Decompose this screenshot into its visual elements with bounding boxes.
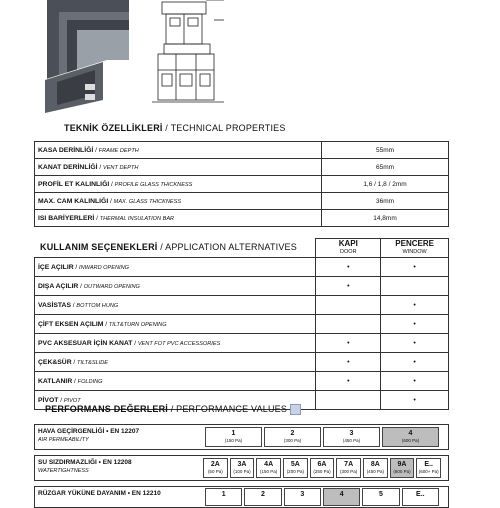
technical-row — [35, 159, 449, 176]
door-mark: • — [316, 334, 381, 353]
class-box: 2 — [244, 488, 281, 506]
property-value: 65mm — [322, 159, 449, 176]
class-box: 9A (600 Pa) — [390, 458, 415, 478]
door-mark: • — [316, 353, 381, 372]
window-mark: • — [381, 391, 449, 410]
usage-label: DIŞA AÇILIR / OUTWARD OPENING — [35, 277, 316, 296]
property-label: PROFİL ET KALINLIĞI / PROFILE GLASS THICKNESS — [35, 176, 322, 193]
property-value: 36mm — [322, 193, 449, 210]
class-box: 1 (150 Pa) — [205, 427, 262, 447]
watertightness-row: SU SIZDIRMAZLIĞI • EN 12208 WATERTIGHTNESS 2A (50 Pa) 3A (100 Pa) 4A (150 Pa) 5A (200 Pa) 6A (250 Pa) 7A (300 Pa) 8A (450 Pa) 9A (600 Pa) E.. (600+ Pa) — [34, 455, 449, 481]
window-profile-photo — [37, 0, 129, 113]
usage-row — [35, 353, 449, 372]
door-mark — [316, 315, 381, 334]
profile-cross-section-drawing — [152, 0, 224, 104]
technical-row — [35, 210, 449, 227]
door-mark: • — [316, 258, 381, 277]
property-label: MAX. CAM KALINLIĞI / MAX. GLASS THICKNESS — [35, 193, 322, 210]
usage-row — [35, 258, 449, 277]
wind-load-row: RÜZGAR YÜKÜNE DAYANIM • EN 12210 1 2 3 4 5 E.. — [34, 486, 449, 508]
property-label: KASA DERİNLİĞİ / FRAME DEPTH — [35, 142, 322, 159]
performance-section-title: PERFORMANS DEĞERLERİ / PERFORMANCE VALUES — [45, 404, 301, 415]
class-box: 1 — [205, 488, 242, 506]
property-label: KANAT DERİNLİĞİ / VENT DEPTH — [35, 159, 322, 176]
window-mark — [381, 277, 449, 296]
window-mark: • — [381, 372, 449, 391]
air-permeability-row: HAVA GEÇİRGENLİĞİ • EN 12207 AIR PERMEABILITY 1 (150 Pa) 2 (300 Pa) 3 (450 Pa) 4 (600 Pa) — [34, 424, 449, 450]
property-value: 1,6 / 1,8 / 2mm — [322, 176, 449, 193]
property-value: 55mm — [322, 142, 449, 159]
usage-row — [35, 296, 449, 315]
class-box: 4A (150 Pa) — [256, 458, 281, 478]
technical-section-title: TEKNİK ÖZELLİKLERİ / TECHNICAL PROPERTIES — [64, 123, 286, 133]
door-mark — [316, 391, 381, 410]
class-box: 5A (200 Pa) — [283, 458, 308, 478]
technical-row — [35, 142, 449, 159]
door-column-header: KAPI DOOR — [316, 239, 381, 258]
door-mark: • — [316, 372, 381, 391]
class-box: 3A (100 Pa) — [230, 458, 255, 478]
window-column-header: PENCERE WINDOW — [381, 239, 449, 258]
class-box: 4 — [323, 488, 360, 506]
usage-label: ÇİFT EKSEN AÇILIM / TILT&TURN OPENING — [35, 315, 316, 334]
window-mark: • — [381, 296, 449, 315]
usage-section-title: KULLANIM SEÇENEKLERİ / APPLICATION ALTERNATIVES — [40, 242, 297, 252]
class-box: E.. — [402, 488, 439, 506]
property-value: 14,8mm — [322, 210, 449, 227]
window-mark: • — [381, 315, 449, 334]
class-box: 2A (50 Pa) — [203, 458, 228, 478]
window-mark: • — [381, 334, 449, 353]
usage-label: KATLANIR / FOLDING — [35, 372, 316, 391]
class-box: 5 — [362, 488, 399, 506]
usage-row — [35, 277, 449, 296]
usage-row — [35, 315, 449, 334]
usage-label: ÇEK&SÜR / TILT&SLIDE — [35, 353, 316, 372]
window-mark: • — [381, 353, 449, 372]
window-mark: • — [381, 258, 449, 277]
class-box: 4 (600 Pa) — [382, 427, 439, 447]
class-box: 7A (300 Pa) — [336, 458, 361, 478]
usage-row — [35, 334, 449, 353]
usage-label: PVC AKSESUAR İÇİN KANAT / VENT FOT PVC ACCESSORIES — [35, 334, 316, 353]
technical-row — [35, 176, 449, 193]
property-label: ISI BARİYERLERİ / THERMAL INSULATION BAR — [35, 210, 322, 227]
usage-table — [34, 238, 449, 410]
class-box: 3 — [284, 488, 321, 506]
usage-label: PİVOT / PIVOT — [35, 391, 316, 410]
door-mark — [316, 296, 381, 315]
technical-row — [35, 193, 449, 210]
info-icon — [290, 404, 301, 415]
class-box: 8A (450 Pa) — [363, 458, 388, 478]
class-box: E.. (600+ Pa) — [416, 458, 441, 478]
usage-label: İÇE AÇILIR / INWARD OPENING — [35, 258, 316, 277]
usage-row — [35, 372, 449, 391]
door-mark: • — [316, 277, 381, 296]
class-box: 6A (250 Pa) — [310, 458, 335, 478]
technical-table — [34, 141, 449, 227]
usage-label: VASİSTAS / BOTTOM HUNG — [35, 296, 316, 315]
class-box: 3 (450 Pa) — [323, 427, 380, 447]
class-box: 2 (300 Pa) — [264, 427, 321, 447]
